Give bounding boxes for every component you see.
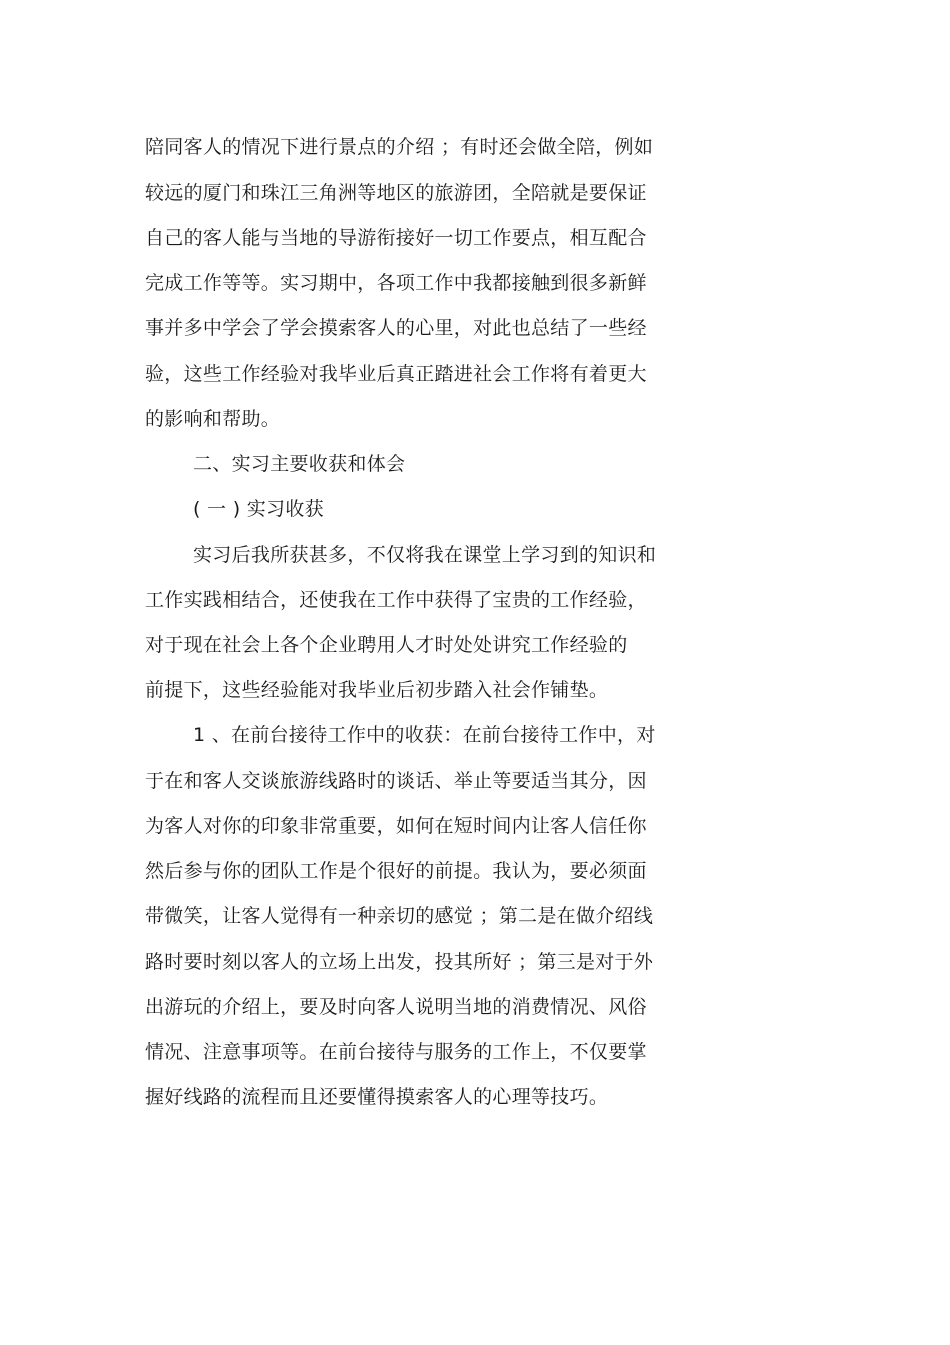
section-heading: 二、实习主要收获和体会 — [193, 453, 406, 475]
text-line-2: 较远的厦门和珠江三角洲等地区的旅游团，全陪就是要保证 — [145, 182, 647, 204]
text-line-21: 情况、注意事项等。在前台接待与服务的工作上，不仅要掌 — [145, 1041, 647, 1063]
text-line-4: 完成工作等等。实习期中，各项工作中我都接触到很多新鲜 — [145, 272, 647, 294]
subsection-heading: ( 一 ) 实习收获 — [193, 498, 324, 520]
text-line-10: 实习后我所获甚多，不仅将我在课堂上学习到的知识和 — [193, 544, 657, 566]
text-line-22: 握好线路的流程而且还要懂得摸索客人的心理等技巧。 — [145, 1086, 609, 1108]
text-line-11: 工作实践相结合，还使我在工作中获得了宝贵的工作经验， — [145, 589, 647, 611]
text-line-19: 路时要时刻以客人的立场上出发，投其所好 ；第三是对于外 — [145, 951, 654, 973]
text-line-6: 验，这些工作经验对我毕业后真正踏进社会工作将有着更大 — [145, 363, 647, 385]
text-line-20: 出游玩的介绍上，要及时向客人说明当地的消费情况、风俗 — [145, 996, 647, 1018]
text-line-13: 前提下，这些经验能对我毕业后初步踏入社会作铺垫。 — [145, 679, 609, 701]
text-line-15: 于在和客人交谈旅游线路时的谈话、举止等要适当其分，因 — [145, 770, 647, 792]
text-line-14: 1 、在前台接待工作中的收获：在前台接待工作中，对 — [193, 724, 656, 746]
text-line-12: 对于现在社会上各个企业聘用人才时处处讲究工作经验的 — [145, 634, 628, 656]
text-line-3: 自己的客人能与当地的导游衔接好一切工作要点，相互配合 — [145, 227, 647, 249]
text-line-17: 然后参与你的团队工作是个很好的前提。我认为，要必须面 — [145, 860, 647, 882]
text-line-18: 带微笑，让客人觉得有一种亲切的感觉 ；第二是在做介绍线 — [145, 905, 654, 927]
text-line-1: 陪同客人的情况下进行景点的介绍 ；有时还会做全陪，例如 — [145, 136, 654, 158]
text-line-7: 的影响和帮助。 — [145, 408, 281, 430]
text-line-16: 为客人对你的印象非常重要，如何在短时间内让客人信任你 — [145, 815, 647, 837]
text-line-5: 事并多中学会了学会摸索客人的心里，对此也总结了一些经 — [145, 317, 647, 339]
